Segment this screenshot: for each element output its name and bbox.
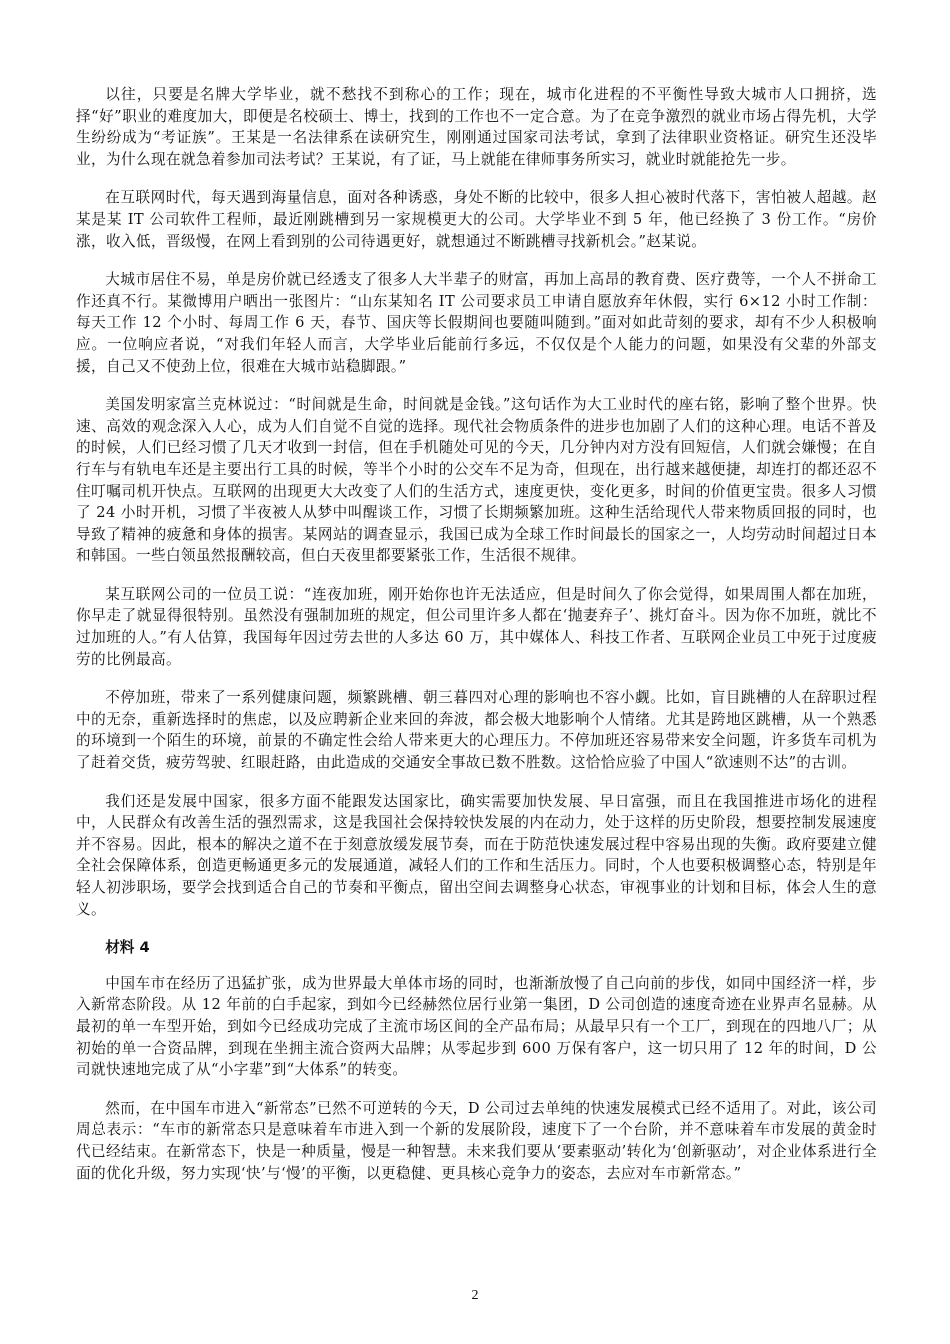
paragraph-4: 美国发明家富兰克林说过：“时间就是生命，时间就是金钱。”这句话作为大工业时代的座右铭，影响了整个世界。快速、高效的观念深入人心，成为人们自觉不自觉的选择。现代社会物质条件的进步也加剧了人们的这种心理。电话不普及的时候，人们已经习惯了几天才收到一封信，但在手机随处可见的今天，几分钟内对方没有回短信，人们就会嫌慢；在自行车与有轨电车还是主要出行工具的时候，等半个小时的公交车不足为奇，但现在，出行越来越便捷，却连打的都还忍不住叮嘱司机开快点。互联网的出现更大大改变了人们的生活方式，速度更快，变化更多，时间的价值更宝贵。很多人习惯了 24 小时开机，习惯了半夜被人从梦中叫醒谈工作，习惯了长期频繁加班。这种生活给现代人带来物质回报的同时，也导致了精神的疲惫和身体的损害。某网站的调查显示，我国已成为全球工作时间最长的国家之一，人均劳动时间超过日本和韩国。一些白领虽然报酬较高，但白天夜里都要紧张工作，生活很不规律。 <box>76 396 877 565</box>
document-body <box>76 84 877 1201</box>
paragraph-1: 以往，只要是名牌大学毕业，就不愁找不到称心的工作；现在，城市化进程的不平衡性导致大城市人口拥挤，选择“好”职业的难度加大，即便是名校硕士、博士，找到的工作也不一定合意。为了在竞争激烈的就业市场占得先机，大学生纷纷成为“考证族”。王某是一名法律系在读研究生，刚刚通过国家司法考试，拿到了法律职业资格证。研究生还没毕业，为什么现在就急着参加司法考试？王某说，有了证，马上就能在律师事务所实习，就业时就能抢先一步。 <box>76 86 877 168</box>
section-paragraph-2: 然而，在中国车市进入“新常态”已然不可逆转的今天，D 公司过去单纯的快速发展模式已经不适用了。对此，该公司周总表示：“车市的新常态只是意味着车市进入到一个新的发展阶段，速度下了一个台阶，并不意味着车市发展的黄金时代已经结束。在新常态下，快是一种质量，慢是一种智慧。未来我们要从‘要素驱动’转化为‘创新驱动’，对企业体系进行全面的优化升级，努力实现‘快’与‘慢’的平衡，以更稳健、更具核心竞争力的姿态，去应对车市新常态。” <box>76 1099 877 1182</box>
paragraph-7: 我们还是发展中国家，很多方面不能跟发达国家比，确实需要加快发展、早日富强，而且在我国推进市场化的进程中，人民群众有改善生活的强烈需求，这是我国社会保持较快发展的内在动力，处于这样的历史阶段，想要控制发展速度并不容易。因此，根本的解决之道不在于刻意放缓发展节奏，而在于防范快速发展过程中容易出现的失衡。政府要建立健全社会保障体系，创造更畅通更多元的发展通道，减轻人们的工作和生活压力。同时，个人也要积极调整心态，特别是年轻人初涉职场，要学会找到适合自己的节奏和平衡点，留出空间去调整身心状态，审视事业的计划和目标，体会人生的意义。 <box>76 792 877 918</box>
section-paragraph-1: 中国车市在经历了迅猛扩张，成为世界最大单体市场的同时，也渐渐放慢了自己向前的步伐，如同中国经济一样，步入新常态阶段。从 12 年前的白手起家，到如今已经赫然位居行业第一集团，D 公司创造的速度奇迹在业界声名显赫。从最初的单一车型开始，到如今已经成功完成了主流市场区间的全产品布局；从最早只有一个工厂，到现在的四地八厂；从初始的单一合资品牌，到现在坐拥主流合资两大品牌；从零起步到 600 万保有客户，这一切只用了 12 年的时间，D 公司就快速地完成了从“小字辈”到“大体系”的转变。 <box>76 974 877 1079</box>
paragraph-2: 在互联网时代，每天遇到海量信息，面对各种诱惑，身处不断的比较中，很多人担心被时代落下，害怕被人超越。赵某是某 IT 公司软件工程师，最近刚跳槽到另一家规模更大的公司。大学毕业不到 5 年，他已经换了 3 份工作。“房价涨，收入低，晋级慢，在网上看到别的公司待遇更好，就想通过不断跳槽寻找新机会。”赵某说。 <box>76 189 877 250</box>
paragraph-6: 不停加班，带来了一系列健康问题，频繁跳槽、朝三暮四对心理的影响也不容小觑。比如，盲目跳槽的人在辞职过程中的无奈，重新选择时的焦虑，以及应聘新企业来回的奔波，都会极大地影响个人情绪。尤其是跨地区跳槽，从一个熟悉的环境到一个陌生的环境，前景的不确定性会给人带来更大的心理压力。不停加班还容易带来安全问题，许多货车司机为了赶着交货，疲劳驾驶、红眼赶路，由此造成的交通安全事故已数不胜数。这恰恰应验了中国人“欲速则不达”的古训。 <box>76 689 877 772</box>
section-heading: 材料 4 <box>105 939 150 957</box>
paragraph-3: 大城市居住不易，单是房价就已经透支了很多人大半辈子的财富，再加上高昂的教育费、医疗费等，一个人不拼命工作还真不行。某微博用户晒出一张图片：“山东某知名 IT 公司要求员工申请自愿放弃年休假，实行 6×12 小时工作制：每天工作 12 个小时、每周工作 6 天，春节、国庆等长假期间也要随叫随到。”面对如此苛刻的要求，却有不少人积极响应。一位响应者说，“对我们年轻人而言，大学毕业后能前行多远，不仅仅是个人能力的问题，如果没有父辈的外部支援，自己又不使劲上位，很难在大城市站稳脚跟。” <box>76 271 877 375</box>
page-number: 2 <box>471 1288 479 1303</box>
paragraph-5: 某互联网公司的一位员工说：“连夜加班，刚开始你也许无法适应，但是时间久了你会觉得，如果周围人都在加班，你早走了就显得很特别。虽然没有强制加班的规定，但公司里许多人都在‘抛妻弃子’、挑灯奋斗。因为你不加班，就比不过加班的人。”有人估算，我国每年因过劳去世的人多达 60 万，其中媒体人、科技工作者、互联网企业员工中死于过度疲劳的比例最高。 <box>76 585 877 668</box>
